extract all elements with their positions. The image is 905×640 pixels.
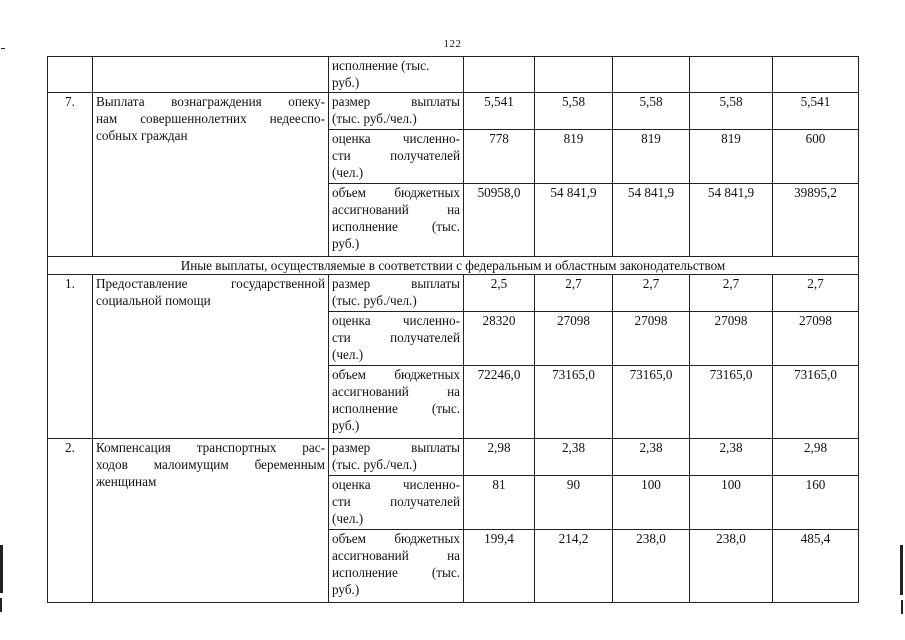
- value-cell: 90: [535, 476, 613, 530]
- budget-table: [47, 56, 859, 603]
- indicator-cell: [329, 275, 464, 312]
- value-cell: 238,0: [690, 530, 773, 603]
- value-cell: 54 841,9: [613, 184, 690, 257]
- value-cell: [773, 57, 859, 93]
- indicator-cell: [329, 366, 464, 439]
- value-cell: 73165,0: [535, 366, 613, 439]
- value-cell: 2,38: [690, 439, 773, 476]
- value-cell: 2,5: [464, 275, 535, 312]
- indicator-cell: [329, 312, 464, 366]
- text-line: (тыс. руб./чел.): [332, 457, 417, 472]
- value-cell: 238,0: [613, 530, 690, 603]
- indicator-cell: [329, 93, 464, 130]
- value-cell: 39895,2: [773, 184, 859, 257]
- value-cell: 2,7: [613, 275, 690, 312]
- row-number-cell: 7.: [48, 93, 93, 257]
- value-cell: 50958,0: [464, 184, 535, 257]
- payment-name-cell: [93, 57, 329, 93]
- value-cell: 27098: [535, 312, 613, 366]
- text-line: размер выплаты: [332, 440, 460, 455]
- text-line: размер выплаты: [332, 276, 460, 291]
- value-cell: 600: [773, 130, 859, 184]
- value-cell: 2,7: [690, 275, 773, 312]
- value-cell: 72246,0: [464, 366, 535, 439]
- value-cell: 819: [690, 130, 773, 184]
- value-cell: 27098: [690, 312, 773, 366]
- text-line: ходов малоимущим беременным: [96, 457, 325, 472]
- indicator-cell: [329, 530, 464, 603]
- value-cell: [464, 57, 535, 93]
- text-line: (чел.): [332, 347, 364, 362]
- value-cell: 54 841,9: [690, 184, 773, 257]
- indicator-cell: [329, 476, 464, 530]
- text-line: (чел.): [332, 165, 364, 180]
- value-cell: [535, 57, 613, 93]
- value-cell: 5,58: [690, 93, 773, 130]
- value-cell: 199,4: [464, 530, 535, 603]
- value-cell: 2,38: [535, 439, 613, 476]
- row-number-cell: 1.: [48, 275, 93, 439]
- value-cell: 73165,0: [773, 366, 859, 439]
- text-line: руб.): [332, 236, 360, 251]
- indicator-cell: [329, 439, 464, 476]
- indicator-cell: [329, 57, 464, 93]
- text-line: объем бюджетных: [332, 531, 460, 546]
- value-cell: 819: [613, 130, 690, 184]
- value-cell: 27098: [773, 312, 859, 366]
- text-line: нам совершеннолетних недееспо-: [96, 111, 325, 126]
- text-line: оценка численно-: [332, 477, 460, 492]
- text-line: (тыс. руб./чел.): [332, 111, 417, 126]
- table-row: [48, 57, 859, 93]
- value-cell: 160: [773, 476, 859, 530]
- payment-name-cell: [93, 93, 329, 257]
- indicator-cell: [329, 130, 464, 184]
- value-cell: 214,2: [535, 530, 613, 603]
- payment-name-cell: [93, 439, 329, 603]
- text-line: исполнение (тыс.: [332, 219, 460, 234]
- text-line: объем бюджетных: [332, 185, 460, 200]
- value-cell: 485,4: [773, 530, 859, 603]
- value-cell: 5,58: [535, 93, 613, 130]
- value-cell: 2,38: [613, 439, 690, 476]
- value-cell: 2,7: [535, 275, 613, 312]
- table-row: [48, 439, 859, 476]
- value-cell: [613, 57, 690, 93]
- text-line: руб.): [332, 582, 360, 597]
- text-line: женщинам: [96, 474, 157, 489]
- section-header: Иные выплаты, осуществляемые в соответствии с федеральным и областным законодательством: [48, 257, 859, 275]
- value-cell: 73165,0: [690, 366, 773, 439]
- text-line: исполнение (тыс.: [332, 401, 460, 416]
- text-line: размер выплаты: [332, 94, 460, 109]
- value-cell: 2,98: [464, 439, 535, 476]
- value-cell: 73165,0: [613, 366, 690, 439]
- row-number-cell: 2.: [48, 439, 93, 603]
- value-cell: 5,541: [773, 93, 859, 130]
- text-line: руб.): [332, 418, 360, 433]
- payment-name-cell: [93, 275, 329, 439]
- text-line: сти получателей: [332, 148, 460, 163]
- text-line: оценка численно-: [332, 313, 460, 328]
- text-line: объем бюджетных: [332, 367, 460, 382]
- value-cell: 28320: [464, 312, 535, 366]
- value-cell: 27098: [613, 312, 690, 366]
- text-line: (тыс. руб./чел.): [332, 293, 417, 308]
- value-cell: 100: [613, 476, 690, 530]
- text-line: социальной помощи: [96, 293, 211, 308]
- value-cell: 81: [464, 476, 535, 530]
- text-line: (чел.): [332, 511, 364, 526]
- value-cell: 778: [464, 130, 535, 184]
- indicator-cell: [329, 184, 464, 257]
- text-line: ассигнований на: [332, 202, 460, 217]
- text-line: исполнение (тыс.: [332, 565, 460, 580]
- text-line: оценка численно-: [332, 131, 460, 146]
- value-cell: 5,541: [464, 93, 535, 130]
- text-line: сти получателей: [332, 494, 460, 509]
- text-line: сти получателей: [332, 330, 460, 345]
- text-line: Компенсация транспортных рас-: [96, 440, 325, 455]
- page-number: 122: [443, 38, 462, 50]
- value-cell: 54 841,9: [535, 184, 613, 257]
- text-line: исполнение (тыс.: [332, 58, 430, 73]
- value-cell: [690, 57, 773, 93]
- text-line: Выплата вознаграждения опеку-: [96, 94, 325, 109]
- value-cell: 2,7: [773, 275, 859, 312]
- value-cell: 819: [535, 130, 613, 184]
- value-cell: 100: [690, 476, 773, 530]
- value-cell: 5,58: [613, 93, 690, 130]
- text-line: руб.): [332, 75, 360, 90]
- section-header-row: [48, 257, 859, 275]
- text-line: Предоставление государственной: [96, 276, 325, 291]
- text-line: ассигнований на: [332, 548, 460, 563]
- table-row: [48, 93, 859, 130]
- value-cell: 2,98: [773, 439, 859, 476]
- text-line: собных граждан: [96, 128, 188, 143]
- row-number-cell: [48, 57, 93, 93]
- text-line: ассигнований на: [332, 384, 460, 399]
- table-row: [48, 275, 859, 312]
